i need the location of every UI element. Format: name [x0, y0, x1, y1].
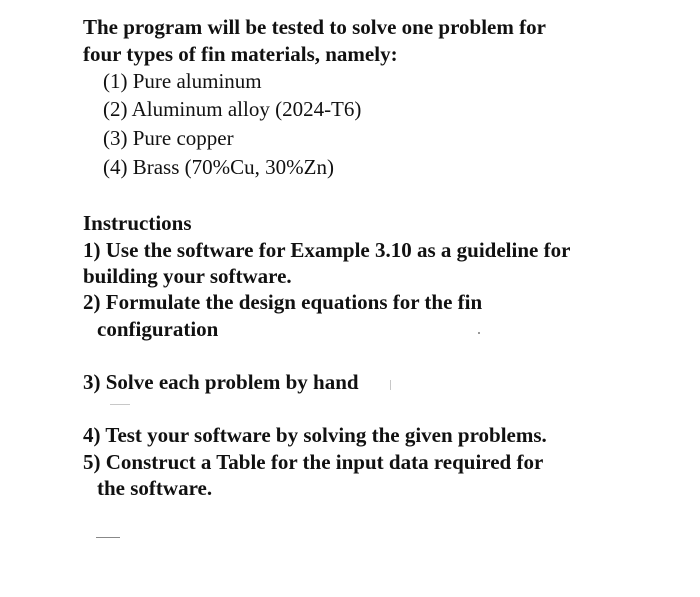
material-item-1: (1) Pure aluminum	[103, 69, 262, 93]
instruction-5-line-1: 5) Construct a Table for the input data required for	[83, 450, 544, 474]
instruction-5-line-2: the software.	[97, 476, 213, 500]
scan-artifact	[390, 380, 391, 390]
material-item-3: (3) Pure copper	[103, 126, 234, 150]
instructions-heading: Instructions	[83, 211, 192, 235]
scan-artifact	[96, 537, 120, 538]
instruction-2-line-2: configuration	[97, 317, 219, 341]
instruction-1-line-1: 1) Use the software for Example 3.10 as a guideline for	[83, 238, 571, 262]
scan-artifact	[478, 332, 480, 334]
material-item-2: (2) Aluminum alloy (2024-T6)	[103, 97, 362, 121]
intro-line-2: four types of fin materials, namely:	[83, 42, 398, 66]
instruction-2-line-1: 2) Formulate the design equations for the fin	[83, 290, 483, 314]
intro-line-1: The program will be tested to solve one problem for	[83, 15, 546, 39]
scan-artifact	[110, 404, 130, 405]
instruction-4: 4) Test your software by solving the given problems.	[83, 423, 547, 447]
material-item-4: (4) Brass (70%Cu, 30%Zn)	[103, 155, 334, 179]
instruction-3: 3) Solve each problem by hand	[83, 370, 359, 394]
instruction-1-line-2: building your software.	[83, 264, 292, 288]
